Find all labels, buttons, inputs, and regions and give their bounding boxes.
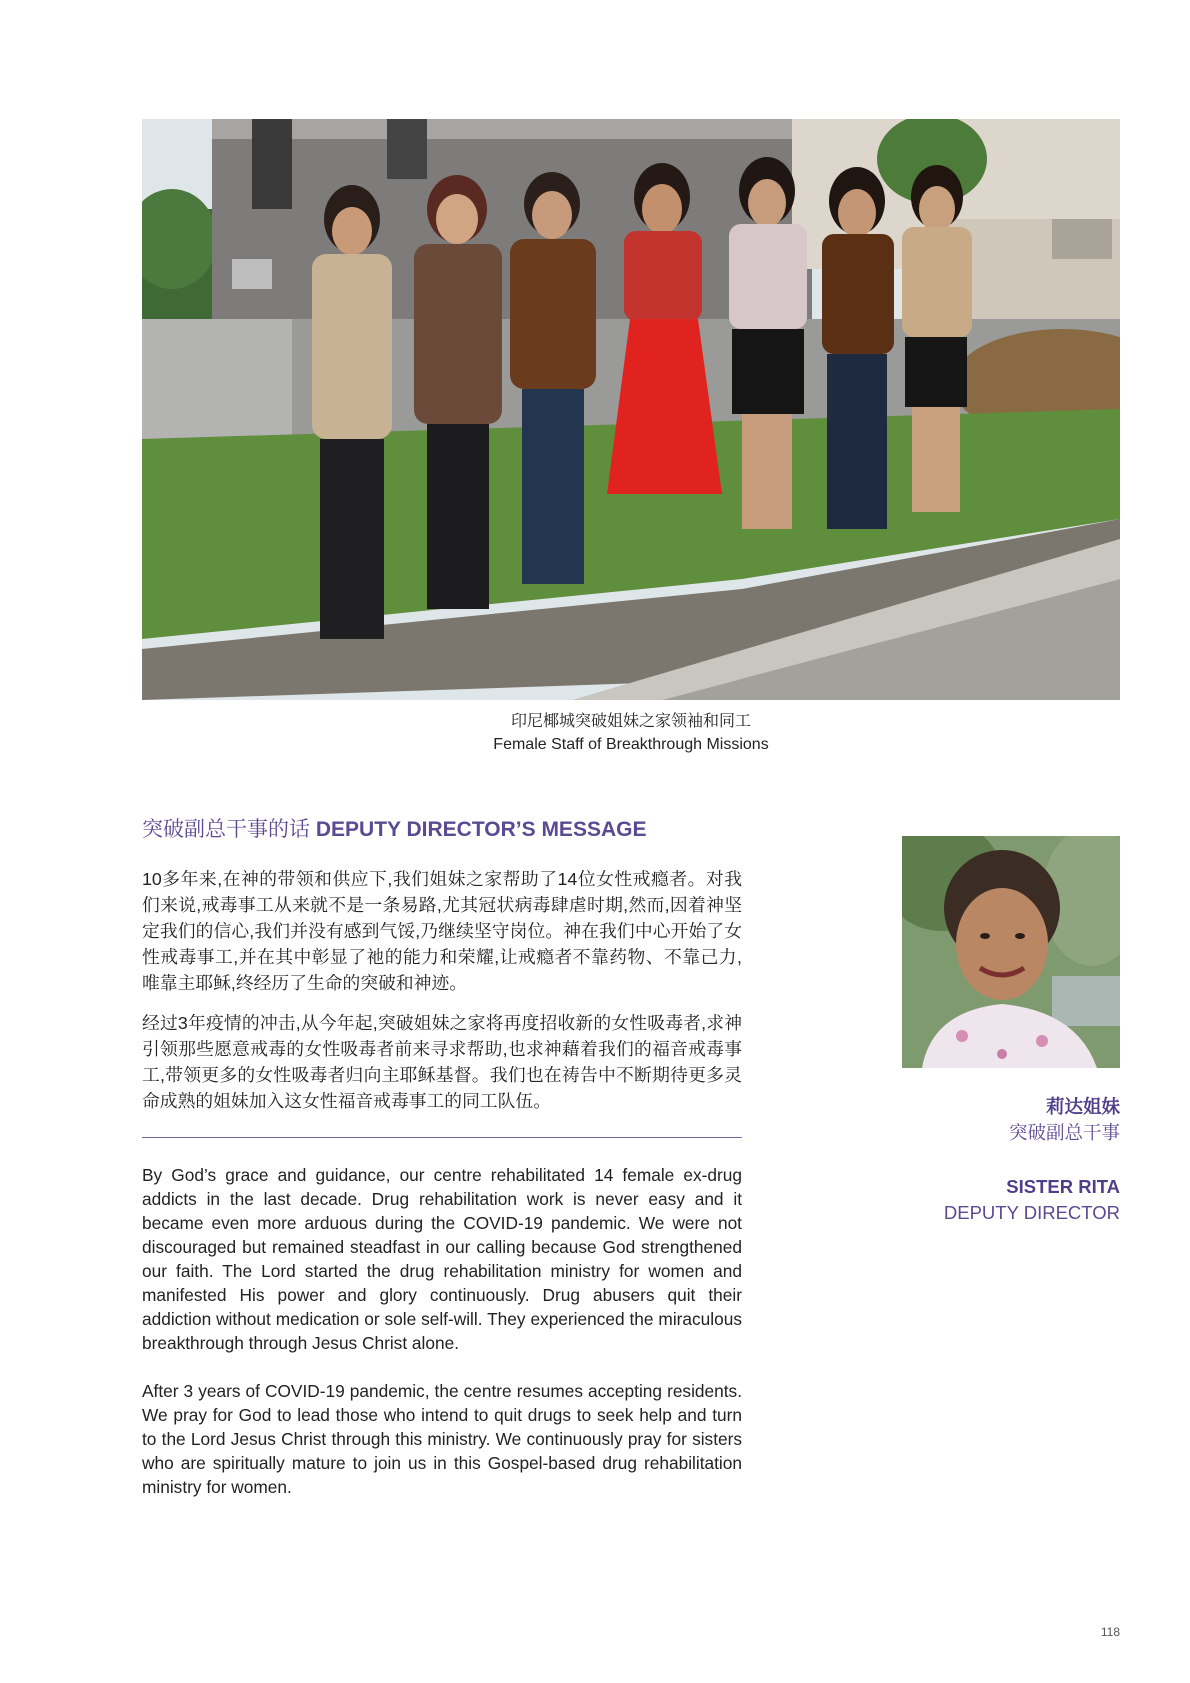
en-paragraph-2: After 3 years of COVID-19 pandemic, the centre resumes accepting residents. We pray for God to lead those who intend to quit drugs to seek help and turn to the Lord Jesus Christ through this ministry. We continuously pray for sisters who are spiritually mature to join us in this Gospel-based drug rehabilitation ministry for women. <box>142 1381 742 1497</box>
page-number: 118 <box>1100 1625 1120 1639</box>
divider <box>142 1137 742 1138</box>
sidebar-cn <box>1009 1094 1120 1146</box>
group-photo-illustration <box>142 119 1120 700</box>
title-cn: 突破副总干事 <box>1008 1122 1120 1143</box>
title-en: DEPUTY DIRECTOR <box>943 1202 1120 1223</box>
cn-paragraph-2: 经过3年疫情的冲击,从今年起,突破姐妹之家将再度招收新的女性吸毒者,求神引领那些愿意戒毒的女性吸毒者前来寻求帮助,也求神藉着我们的福音戒毒事工,带领更多的女性吸毒者归向主耶稣基督。我们也在祷告中不断期待更多灵命成熟的姐妹加入这女性福音戒毒事工的同工队伍。 <box>142 1013 742 1111</box>
sidebar-en <box>944 1174 1120 1226</box>
group-photo <box>142 119 1120 700</box>
photo-caption <box>142 710 1120 756</box>
name-cn: 莉达姐妹 <box>1045 1096 1120 1117</box>
en-paragraph-1: By God’s grace and guidance, our centre rehabilitated 14 female ex-drug addicts in the last decade. Drug rehabilitation work is never easy and it became even more arduous during the COVID-19 pandemic. We were not discouraged but remained steadfast in our calling because God strengthened our faith. The Lord started the drug rehabilitation ministry for women and manifested His power and glory continuously. Drug abusers quit their addiction without medication or sole self-will. They experienced the miraculous breakthrough through Jesus Christ alone. <box>142 1165 742 1353</box>
name-en: SISTER RITA <box>1006 1176 1120 1197</box>
portrait-illustration <box>902 836 1120 1068</box>
section-title-en: DEPUTY DIRECTOR’S MESSAGE <box>315 818 647 841</box>
caption-en: Female Staff of Breakthrough Missions <box>493 736 769 753</box>
caption-cn: 印尼椰城突破姐妹之家领袖和同工 <box>510 713 751 730</box>
portrait-photo <box>902 836 1120 1068</box>
section-title-cn: 突破副总干事的话 <box>142 818 310 841</box>
section-title <box>142 813 762 843</box>
cn-paragraph-1: 10多年来,在神的带领和供应下,我们姐妹之家帮助了14位女性戒瘾者。对我们来说,戒毒事工从来就不是一条易路,尤其冠状病毒肆虐时期,然而,因着神坚定我们的信心,我们并没有感到气馁,乃继续坚守岗位。神在我们中心开始了女性戒毒事工,并在其中彰显了祂的能力和荣耀,让戒瘾者不靠药物、不靠己力,唯靠主耶稣,终经历了生命的突破和神迹。 <box>142 869 742 993</box>
